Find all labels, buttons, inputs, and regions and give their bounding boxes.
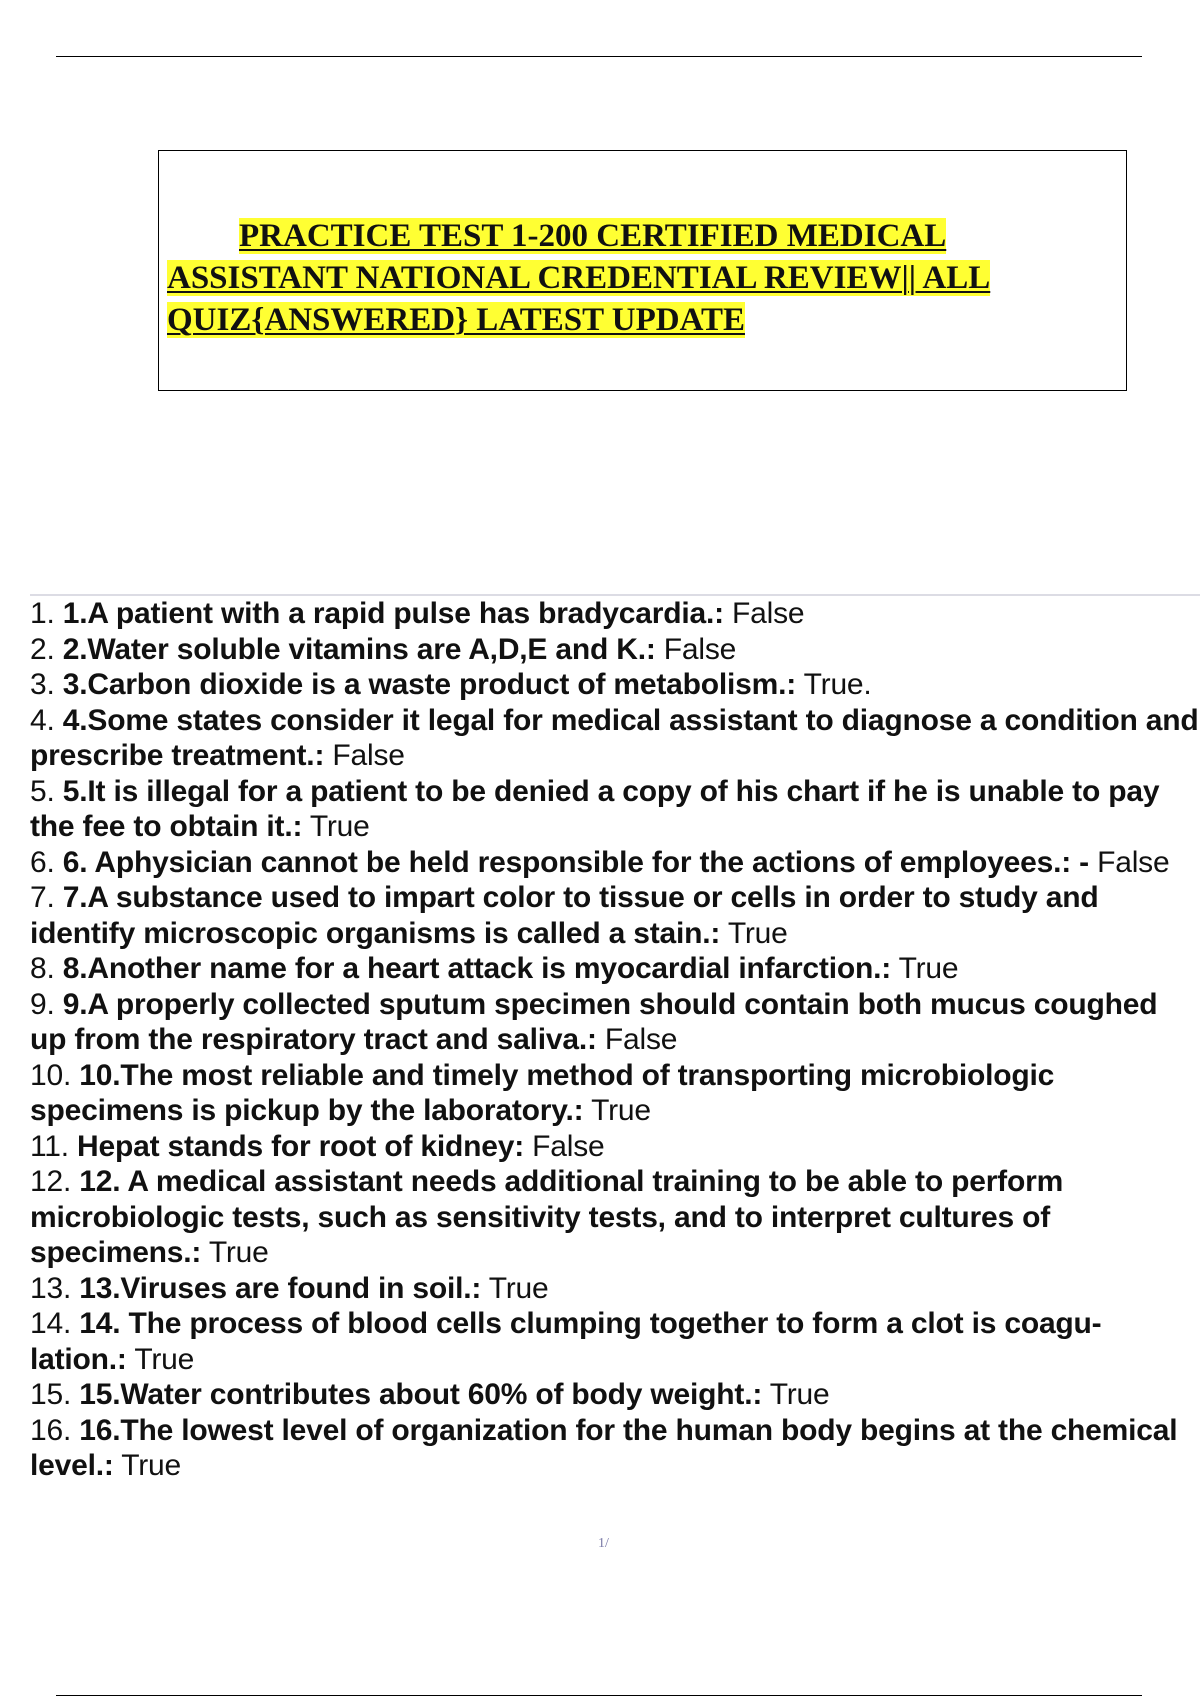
question-text: 15.Water contributes about 60% of body weight.: xyxy=(79,1378,763,1411)
answer-text: False xyxy=(663,632,737,666)
answer-text: True xyxy=(727,916,788,950)
question-text: 12. A medical assistant needs additional training to be able to perform microbiologic tests, such as sensitivity tests, and to interpret cultures of specimens.: xyxy=(30,1165,1064,1269)
question-text: 14. The process of blood cells clumping together to form a clot is coagu- lation.: xyxy=(30,1307,1102,1376)
item-number: 3. xyxy=(30,668,55,701)
list-item xyxy=(30,845,1200,881)
item-number: 9. xyxy=(30,987,55,1021)
title-box xyxy=(158,150,1127,391)
question-text: 5.It is illegal for a patient to be denied a copy of his chart if he is unable to pay the fee to obtain it.: xyxy=(30,774,1160,843)
answer-text: False xyxy=(332,739,405,772)
answer-text: True. xyxy=(803,668,872,701)
answer-text: False xyxy=(532,1129,605,1163)
item-number: 4. xyxy=(30,703,55,737)
top-rule xyxy=(56,56,1142,57)
answer-text: True xyxy=(134,1342,195,1376)
answer-text: False xyxy=(604,1023,678,1056)
item-number: 11. xyxy=(30,1129,69,1163)
question-text: 3.Carbon dioxide is a waste product of metabolism.: xyxy=(62,668,797,701)
question-text: 9.A properly collected sputum specimen should contain both mucus coughed up from the respiratory tract and saliva.: xyxy=(30,987,1158,1056)
list-item xyxy=(30,632,1200,668)
list-item xyxy=(30,987,1200,1058)
question-text: 10.The most reliable and timely method of transporting microbiologic specimens is pickup by the laboratory.: xyxy=(30,1058,1055,1127)
document-title xyxy=(167,215,1117,341)
question-list xyxy=(30,596,1200,1484)
question-text: Hepat stands for root of kidney: xyxy=(77,1129,525,1163)
item-number: 6. xyxy=(30,845,55,879)
answer-text: True xyxy=(769,1378,830,1411)
item-number: 13. xyxy=(30,1271,72,1305)
item-number: 7. xyxy=(30,881,55,914)
item-number: 14. xyxy=(30,1307,72,1340)
list-item xyxy=(30,880,1200,951)
item-number: 1. xyxy=(30,597,55,630)
list-item xyxy=(30,703,1200,774)
item-number: 5. xyxy=(30,774,55,808)
question-text: 6. Aphysician cannot be held responsible for the actions of employees.: - xyxy=(62,845,1089,879)
item-number: 16. xyxy=(30,1413,72,1447)
question-text: 4.Some states consider it legal for medical assistant to diagnose a condition and prescribe treatment.: xyxy=(30,703,1199,772)
list-item xyxy=(30,1306,1200,1377)
answer-text: True xyxy=(309,810,370,843)
item-number: 8. xyxy=(30,952,55,985)
list-item xyxy=(30,1413,1200,1484)
question-text: 2.Water soluble vitamins are A,D,E and K.: xyxy=(62,632,656,666)
item-number: 10. xyxy=(30,1058,72,1092)
answer-text: True xyxy=(898,952,959,985)
item-number: 2. xyxy=(30,632,55,666)
question-text: 8.Another name for a heart attack is myocardial infarction.: xyxy=(62,952,892,985)
list-item xyxy=(30,1058,1200,1129)
list-item xyxy=(30,1164,1200,1271)
list-item xyxy=(30,1271,1200,1307)
answer-text: True xyxy=(488,1271,549,1305)
page-number: 1/ xyxy=(598,1536,609,1551)
question-text: 1.A patient with a rapid pulse has bradycardia.: xyxy=(62,597,724,630)
question-text: 16.The lowest level of organization for the human body begins at the chemical level.: xyxy=(30,1413,1178,1482)
list-item xyxy=(30,951,1200,987)
question-text: 13.Viruses are found in soil.: xyxy=(79,1271,482,1305)
list-item xyxy=(30,1129,1200,1165)
item-number: 15. xyxy=(30,1378,72,1411)
answer-text: True xyxy=(591,1094,651,1127)
answer-text: False xyxy=(732,597,805,630)
list-item xyxy=(30,774,1200,845)
document-title-text: PRACTICE TEST 1-200 CERTIFIED MEDICAL ASSISTANT NATIONAL CREDENTIAL REVIEW|| ALL QUIZ{ANSWERED} LATEST UPDATE xyxy=(167,218,991,338)
answer-text: True xyxy=(208,1236,269,1269)
question-text: 7.A substance used to impart color to tissue or cells in order to study and identify microscopic organisms is called a stain.: xyxy=(30,881,1099,950)
item-number: 12. xyxy=(30,1165,72,1198)
answer-text: False xyxy=(1097,845,1170,879)
list-item xyxy=(30,1377,1200,1413)
list-item xyxy=(30,596,1200,632)
answer-text: True xyxy=(121,1449,182,1482)
list-item xyxy=(30,667,1200,703)
bottom-rule xyxy=(56,1695,1142,1696)
